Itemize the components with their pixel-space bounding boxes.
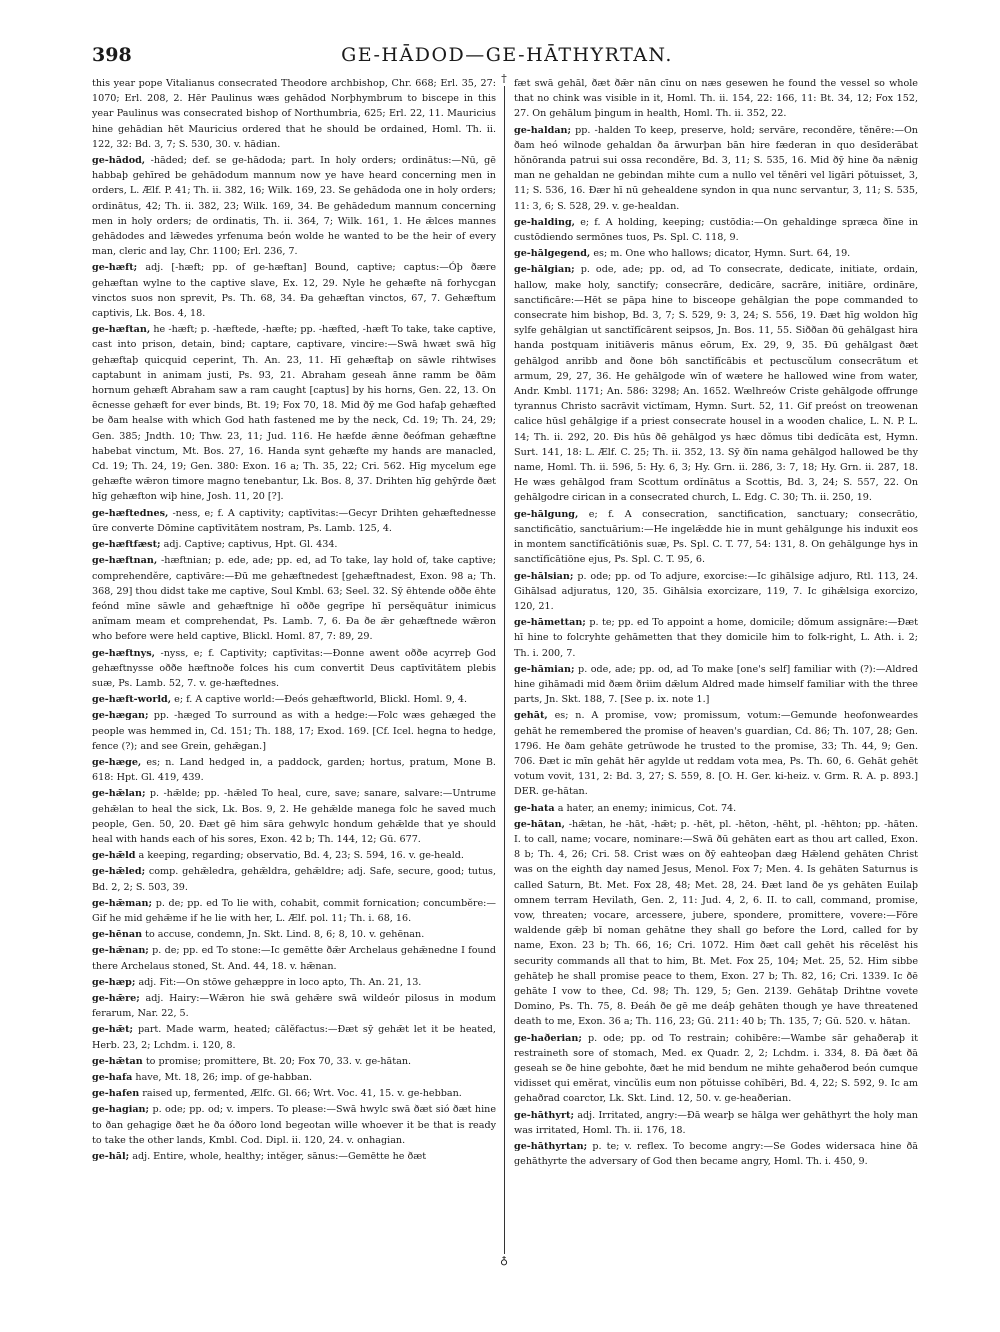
left-column	[92, 76, 496, 1276]
entry-headword: ge-hāthyrtan;	[514, 1141, 588, 1153]
dictionary-entry	[514, 615, 918, 661]
dictionary-entry	[92, 1086, 496, 1101]
entry-text: p. te; v. reflex. To become angry:—Se Godes widersaca hine ðā gehāthyrte the adversary of God then became angry, Homl. Th. i. 450, 9.	[514, 1141, 918, 1168]
entry-headword: ge-hāthyrt;	[514, 1109, 574, 1121]
dictionary-entry	[514, 215, 918, 245]
entry-text: p. ode; pp. od; v. impers. To please:—Swā hwylc swā ðæt sió ðæt hine to ðan gehagige ðæt he ða óðoro lond begeotan wille whoever it be that is ready to take the other lands, Kmbl. Cod. Dipl. ii. 120, 24. v. onhagian.	[92, 1104, 496, 1146]
dictionary-entry	[514, 507, 918, 568]
entry-text: p. de; pp. ed To stone:—Ic gemētte ðǣr Archelaus gehǣnedne I found there Archelaus stoned, St. And. 44, 18. v. hǣnan.	[92, 945, 496, 972]
entry-text: p. ode, ade; pp. od, ad To consecrate, dedicate, initiate, ordain, hallow, make holy, sanctify; consecrāre, dedicāre, sacrāre, initiāre, ordināre, sanctificāre:—Hēt se pāpa hine to bisceope gehālgian the pope commanded to consecrate him bishop, Bd. 3, 7; S. 529, 9: 3, 24; S. 556, 19. Ðæt hīg woldon hīg sylfe gehālgian ut sanctĭfĭcārent seipsos, Jn. Bos. 11, 55. Siððan ðū gehālgast hira handa postquam initiāveris mānus eōrum, Ex. 29, 9, 35. Ðū gehālgast ðæt gehālgod anribb and ðone bōh sanctĭfĭcābis et pectuscŭlum consecrātum et armum, 29, 27, 36. He gehālgode wīn of wætere he hallowed wine from water, Andr. Kmbl. 1171; An. 586: 3298; An. 1652. Wælhreów Criste gehālgode offrunge tyrannus Christo sacrāvit victĭmam, Hymn. Surt. 52, 11. Gif preóst on treowenan calice hūsl gehālgige if a priest consecrate housel in a wooden chalice, L. N. P. L. 14; Th. ii. 292, 20. Ðis hūs ðē gehālgod ys hæc dŏmus tibi dedĭcāta est, Hymn. Surt. 141, 18: L. Ælf. C. 25; Th. ii. 352, 13. Sȳ ðīn nama gehālgod hallowed be thy name, Homl. Th. ii. 596, 5: Hy. 6, 3; Hy. Grn. ii. 286, 3: 7, 18; Hy. Grn. ii. 287, 18. He wæs gehālgod fram Scottum ordĭnātus a Scottis, Bd. 3, 24; S. 557, 22. On gehālgodre cirican in a consecrated church, L. Edg. C. 30; Th. ii. 250, 19.	[514, 264, 918, 504]
column-divider	[504, 76, 505, 1266]
entry-headword: ge-hālgegend,	[514, 248, 591, 260]
entry-headword: ge-hātan,	[514, 818, 565, 830]
dictionary-entry	[92, 943, 496, 973]
entry-headword: ge-hæftnys,	[92, 647, 155, 659]
entry-headword: ge-haldan;	[514, 124, 572, 136]
page-header	[92, 44, 922, 72]
entry-headword: ge-haðerian;	[514, 1032, 582, 1044]
dictionary-entry	[514, 817, 918, 1030]
dictionary-entry	[92, 1022, 496, 1052]
entry-headword: ge-hālgian;	[514, 264, 575, 276]
entry-text: -hǣtan, he -hāt, -hǣt; p. -hēt, pl. -hēton, -hēht, pl. -hēhton; pp. -hāten. I. to call, name; vocare, nominare:—Swā ðū gehāten eart as thou art called, Exon. 8 b; Th. 4, 26; Cri. 58. Crist wæs on ðȳ eahteoþan dæg Hǣlend gehāten Christ was on the eighth day named Jesus, Menol. Fox 7; Men. 4. Is gehāten Saturnus is called Saturn, Bt. Met. Fox 28, 48; Met. 28, 24. Ðæt land ðe ys gehāten Euilaþ omnem terram Hevilath, Gen. 2, 11: Jud. 4, 2, 6. II. to call, command, promise, vow, threaten; vocare, arcessere, jubere, spondere, promittere, vovere:—Fōre waldende gǣþ bī noman gehātne they shall go before the Lord, called for by name, Exon. 23 b; Th. 66, 16; Cri. 1072. Him ðæt call gehēt his rēcelēst his security commands all that to him, Bt. Met. Fox 25, 104; Met. 25, 52. Him sibbe gehāteþ he shall promise peace to them, Exon. 27 b; Th. 82, 16; Cri. 1339. Ic ðē gehāte I vow to thee, Cd. 98; Th. 129, 5; Gen. 2139. Gehātaþ Drihtne vovete Domino, Ps. Th. 75, 8. Ðeáh ðe gē me deáþ gehāten though ye have threatened death to me, Exon. 36 a; Th. 116, 23; Gū. 211: 40 b; Th. 135, 7; Gū. 520. v. hātan.	[514, 818, 918, 1028]
entry-headword: ge-hǣt;	[92, 1024, 134, 1036]
right-column	[514, 76, 918, 1276]
entry-headword: ge-hāmettan;	[514, 617, 586, 629]
entry-headword: ge-hæft;	[92, 262, 138, 274]
entry-text: have, Mt. 18, 26; imp. of ge-habban.	[135, 1072, 313, 1083]
dictionary-entry	[514, 246, 918, 261]
entry-text: a keeping, regarding; observatio, Bd. 4, 23; S. 594, 16. v. ge-heald.	[138, 850, 464, 862]
entry-headword: ge-hæp;	[92, 976, 136, 988]
dictionary-entry	[92, 848, 496, 863]
entry-headword: ge-hæftfæst;	[92, 539, 161, 551]
divider-ornament-bottom: ♁	[497, 1254, 511, 1268]
dictionary-entry	[92, 786, 496, 847]
entry-text: adj. Fit:—On stōwe gehæppre in loco apto, Th. An. 21, 13.	[138, 976, 422, 988]
entry-text: es; n. A promise, vow; promissum, votum:—Gemunde heofonweardes gehāt he remembered the promise of heaven's guardian, Cd. 86; Th. 107, 28; Gen. 1796. He ðam gehāte getrūwode he trusted to the promise, 33; Th. 44, 9; Gen. 706. Ðæt ic mīn gehāt hēr agylde ut reddam vota mea, Ps. Th. 60, 6. Gehāt gehēt votum vovit, 131, 2: Bd. 3, 27; S. 559, 8. [O. H. Ger. ki-heiz. v. Grm. R. A. p. 893.] DER. ge-hātan.	[514, 710, 918, 798]
entry-headword: ge-hālgung,	[514, 508, 579, 520]
entry-text: comp. gehǣledra, gehǣldra, gehǣldre; adj. Safe, secure, good; tutus, Bd. 2, 2; S. 503, 39.	[92, 866, 496, 893]
entry-text: -hæftnian; p. ede, ade; pp. ed, ad To take, lay hold of, take captive; comprehendĕre, captivāre:—Ðū me gehæftnedest [gehæftnadest, Exon. 98 a; Th. 368, 29] thou didst take me captive, Soul Kmbl. 63; Seel. 32. Sȳ ēhtende oððe ēhte feónd mīne sāwle and gehæftnige hī oððe gegrīpe hī persĕquātur inimicus anĭmam meam et comprehendat, Ps. Lamb. 7, 6. Ða ðe ǣr gehæftnede wǣron who before were held captive, Blickl. Homl. 87, 7: 89, 29.	[92, 555, 496, 643]
dictionary-entry	[514, 569, 918, 615]
entry-text: adj. Captive; captivus, Hpt. Gl. 434.	[163, 539, 338, 551]
dictionary-entry	[514, 262, 918, 505]
dictionary-entry	[92, 76, 496, 152]
dictionary-entry	[92, 1149, 496, 1164]
entry-text: p. ode, ade; pp. od, ad To make [one's self] familiar with (?):—Aldred hine gihāmadi mid ðæm ðriim dǣlum Aldred made himself familiar with the three parts, Jn. Skt. 188, 7. [See p. ix. note 1.]	[514, 663, 918, 706]
entry-text: -ness, e; f. A captivity; captīvitas:—Gecyr Drihten gehæftednesse ūre converte Dōmine captīvitātem nostram, Ps. Lamb. 125, 4.	[92, 507, 496, 534]
entry-headword: ge-hafa	[92, 1072, 133, 1083]
dictionary-entry	[92, 153, 496, 259]
dictionary-entry	[92, 927, 496, 942]
entry-headword: ge-hæge,	[92, 756, 142, 768]
entry-headword: ge-hāmian;	[514, 663, 575, 675]
running-head: GE-HĀDOD—GE-HĀTHYRTAN.	[341, 44, 673, 66]
entry-text: es; m. One who hallows; dicator, Hymn. Surt. 64, 19.	[593, 248, 851, 260]
entry-headword: ge-hægan;	[92, 710, 149, 722]
entry-text: -hāded; def. se ge-hādoda; part. In holy orders; ordinātus:—Nū, gē habbaþ gehīred be gehādodum mannum now ye have heard concerning men in orders, L. Ælf. P. 41; Th. ii. 382, 16; Wilk. 169, 23. Se gehādoda one in holy orders; ordinātus, 42; Th. ii. 382, 23; Wilk. 169, 34. Be gehādedum mannum concerning men in holy orders; de ordinatis, Th. ii. 364, 7; Wilk. 161, 1. He ǣlces mannes gehādodes and lǣwedes yrfenuma beón wolde he wanted to be the heir of every man, cleric and lay, Chr. 1100; Erl. 236, 7.	[92, 155, 496, 258]
entry-text: to accuse, condemn, Jn. Skt. Lind. 8, 6; 8, 10. v. gehēnan.	[145, 929, 425, 941]
dictionary-entry	[514, 1139, 918, 1169]
dictionary-entry	[514, 662, 918, 708]
entry-text: e; f. A holding, keeping; custōdia:—On gehaldinge spræca ðīne in custōdiendo sermōnes tuos, Ps. Spl. C. 118, 9.	[514, 216, 918, 244]
entry-headword: ge-hǣlan;	[92, 788, 146, 800]
entry-headword: ge-hata	[514, 802, 555, 814]
entry-headword: ge-hǣre;	[92, 992, 140, 1004]
dictionary-entry	[92, 260, 496, 321]
entry-text: this year pope Vitalianus consecrated Theodore archbishop, Chr. 668; Erl. 35, 27: 1070; Erl. 208, 2. Hēr Paulinus wæs gehādod Norþhymbrum to biscepe in this year Paulinus was consecrated bishop of Northumbria, 625; Erl. 22, 11. Mauricius hine gehādian hēt Mauricius ordered that he should be ordained, Homl. Th. ii. 122, 32: Bd. 3, 7; S. 530, 30. v. hādian.	[92, 78, 496, 150]
entry-text: raised up, fermented, Ælfc. Gl. 66; Wrt. Voc. 41, 15. v. ge-hebban.	[142, 1088, 462, 1100]
entry-text: part. Made warm, heated; cālĕfactus:—Ðæt sȳ gehǣt let it be heated, Herb. 23, 2; Lchdm. i. 120, 8.	[92, 1024, 496, 1051]
text-columns	[92, 72, 922, 1276]
dictionary-entry	[514, 1108, 918, 1138]
entry-text: e; f. A consecration, sanctification, sanctuary; consecrātio, sanctificātio, sanctuārium:—He ingelǣdde hie in munt gehālgunge his induxit eos in montem sanctĭfĭcātiōnis suæ, Ps. Spl. C. T. 77, 54: 131, 8. On gehālgunge hys in sanctĭfĭcātiōne ejus, Ps. Spl. C. T. 95, 6.	[514, 508, 918, 566]
dictionary-entry	[92, 553, 496, 644]
entry-text: es; n. Land hedged in, a paddock, garden; hortus, pratum, Mone B. 618: Hpt. Gl. 419, 439.	[92, 756, 496, 784]
entry-text: pp. -hæged To surround as with a hedge:—Folc wæs gehæged the people was hemmed in, Cd. 151; Th. 188, 17; Exod. 169. [Cf. Icel. hegna to hedge, fence (?); and see Grein, gehǣgan.]	[92, 710, 496, 752]
entry-text: p. ode; pp. od To adjure, exorcise:—Ic gihālsige adjuro, Rtl. 113, 24. Gihālsad adjuratus, 120, 35. Gihālsia exorcizare, 119, 7. Ic gihǣlsiga exorcizo, 120, 21.	[514, 570, 918, 612]
dictionary-entry	[92, 322, 496, 504]
entry-text: pp. -halden To keep, preserve, hold; servāre, recondĕre, tĕnēre:—On ðam heó wilnode gehaldan ða ārwurþan bān hire fæderan in quo desīderābat hŏnōranda patrui sui ossa recondĕre, Bd. 3, 11; S. 535, 16. Mid ðȳ hine ða nǣnig man ne gehaldan ne gebindan mihte cum a nullo vel tĕnēri vel ligāri pŏtuisset, 3, 11; S. 536, 16. Ðær hī nū gehealdene syndon in qua nunc servantur, 3, 11; S. 535, 11: 3, 6; S. 528, 29. v. ge-healdan.	[514, 124, 918, 212]
entry-headword: ge-hǣld	[92, 850, 136, 862]
entry-headword: ge-hafen	[92, 1088, 140, 1100]
dictionary-entry	[92, 537, 496, 552]
entry-text: to promise; promittere, Bt. 20; Fox 70, 33. v. ge-hātan.	[145, 1055, 412, 1067]
entry-text: p. de; pp. ed To lie with, cohabit, commit fornication; concumbĕre:—Gif he mid gehǣme if he lie with her, L. Ælf. pol. 11; Th. i. 68, 16.	[92, 897, 496, 924]
entry-text: e; f. A captive world:—Ðeós gehæftworld, Blickl. Homl. 9, 4.	[174, 694, 468, 706]
entry-headword: ge-hæftnan,	[92, 555, 158, 567]
dictionary-entry	[514, 123, 918, 214]
entry-headword: ge-hālsian;	[514, 570, 574, 582]
dictionary-entry	[92, 692, 496, 707]
dictionary-entry	[92, 646, 496, 692]
entry-headword: ge-hǣled;	[92, 866, 146, 878]
page-number: 398	[92, 44, 132, 66]
entry-text: a hater, an enemy; inimicus, Cot. 74.	[557, 802, 737, 814]
entry-text: p. -hǣlde; pp. -hǣled To heal, cure, save; sanare, salvare:—Untrume gehǣlan to heal the sick, Lk. Bos. 9, 2. He gehǣlde manega folc he saved much people, Gen. 50, 20. Ðæt gē him sāra gehwylc hondum gehǣlde that ye should heal with hands each of his sores, Exon. 42 b; Th. 144, 12; Gū. 677.	[92, 788, 496, 845]
dictionary-entry	[92, 708, 496, 754]
divider-ornament-top: †	[497, 72, 511, 86]
entry-headword: ge-hādod,	[92, 155, 146, 167]
entry-text: fæt swā gehāl, ðæt ðǣr nān cīnu on næs gesewen he found the vessel so whole that no chink was visible in it, Homl. Th. ii. 154, 22: 166, 11: Bt. 34, 12; Fox 152, 27. On gehālum þingum in health, Homl. Th. ii. 352, 22.	[514, 78, 918, 120]
entry-text: adj. Hairy:—Wǣron hie swā gehǣre swā wildeór pilosus in modum ferarum, Nar. 22, 5.	[92, 992, 496, 1020]
entry-headword: ge-hæft-world,	[92, 694, 172, 706]
entry-headword: ge-hǣtan	[92, 1055, 143, 1067]
dictionary-entry	[92, 1102, 496, 1148]
dictionary-entry	[514, 708, 918, 799]
dictionary-entry	[92, 1070, 496, 1085]
dictionary-entry	[92, 1054, 496, 1069]
entry-text: p. te; pp. ed To appoint a home, domicile; dŏmum assignāre:—Ðæt hī hine to folcryhte gehāmetten that they domicile him to folk-right, L. Ath. i. 2; Th. i. 200, 7.	[514, 617, 918, 659]
dictionary-entry	[92, 506, 496, 536]
dictionary-entry	[514, 1031, 918, 1107]
entry-headword: ge-halding,	[514, 216, 576, 228]
entry-headword: ge-hæftan,	[92, 324, 151, 336]
entry-headword: gehāt,	[514, 710, 548, 722]
entry-headword: ge-hagian;	[92, 1104, 150, 1116]
entry-headword: ge-hæftednes,	[92, 507, 169, 519]
dictionary-entry	[92, 755, 496, 785]
entry-text: adj. Irritated, angry:—Ðā wearþ se hālga wer gehāthyrt the holy man was irritated, Homl. Th. ii. 176, 18.	[514, 1109, 918, 1136]
dictionary-entry	[92, 864, 496, 894]
entry-text: p. ode; pp. od To restrain; cohibēre:—Wambe sār gehaðeraþ it restraineth sore of stomach, Med. ex Quadr. 2, 2; Lchdm. i. 334, 8. Ðā ðæt ðā geseah se ðe hine gebohte, ðæt he mid bendum ne mihte gehaðerod beón cumque vidisset qui emĕrat, vincŭlis eum non pŏtuisse cohĭbēri, Bd. 4, 22; S. 592, 9. Ic am gehaðrad coarctor, Lk. Skt. Lind. 12, 50. v. ge-heaðerian.	[514, 1032, 918, 1105]
entry-text: he -hæft; p. -hæftede, -hæfte; pp. -hæfted, -hæft To take, take captive, cast into prison, detain, bind; captare, captivare, vincire:—Swā hwæt swā hīg gehæftaþ quicquid ceperint, Th. An. 23, 11. Hī gehæftaþ on sāwle rihtwīses captabunt in animam justi, Ps. 93, 21. Abraham geseah ānne ramm be ðām hornum gehæft Abraham saw a ram caught [captus] by his horns, Gen. 22, 13. On ēcnesse gehæft for ever binds, Bt. 19; Fox 70, 18. Mid ðȳ me God hafaþ gehæfted be ðam healse with which God hath fastened me by the neck, Cd. 19; Th. 24, 29; Gen. 385; Jndth. 10; Thw. 23, 11; Jud. 116. He hæfde ǣnne ðeófman gehæftne habebat vinctum, Mt. Bos. 27, 16. Handa synt gehæfte my hands are manacled, Cd. 19; Th. 24, 19; Gen. 380: Exon. 16 a; Th. 35, 22; Cri. 562. Hīg mycelum ege gehæfte wǣron timore magno tenebantur, Lk. Bos. 8, 37. Drihten hīg gehȳrde ðæt hīg gehæfton wiþ hine, Josh. 11, 20 [?].	[92, 324, 496, 503]
dictionary-entry	[92, 991, 496, 1021]
entry-text: adj. [-hæft; pp. of ge-hæftan] Bound, captive; captus:—Óþ ðære gehæftan wylne to the captive slave, Ex. 12, 29. Nyle he gehæfte nā forhycgan vinctos suos non sprevit, Ps. Th. 68, 34. Ða gehæftan vinctos, 67, 7. Gehæftum captivis, Lk. Bos. 4, 18.	[92, 262, 496, 320]
dictionary-entry	[514, 801, 918, 816]
entry-text: -nyss, e; f. Captivity; captīvitas:—Ðonne awent oððe acyrreþ God gehæftnysse oððe hæftnoðe folces his cum convertit Deus captīvitātem plebis suæ, Ps. Lamb. 52, 7. v. ge-hæftednes.	[92, 647, 496, 689]
entry-headword: ge-hǣnan;	[92, 945, 149, 957]
entry-headword: ge-hēnan	[92, 929, 143, 941]
entry-headword: ge-hǣman;	[92, 897, 153, 909]
entry-headword: ge-hāl;	[92, 1151, 130, 1163]
dictionary-entry	[92, 896, 496, 926]
dictionary-entry	[514, 76, 918, 122]
dictionary-entry	[92, 975, 496, 990]
entry-text: adj. Entire, whole, healthy; intĕger, sānus:—Gemētte he ðæt	[132, 1151, 427, 1163]
